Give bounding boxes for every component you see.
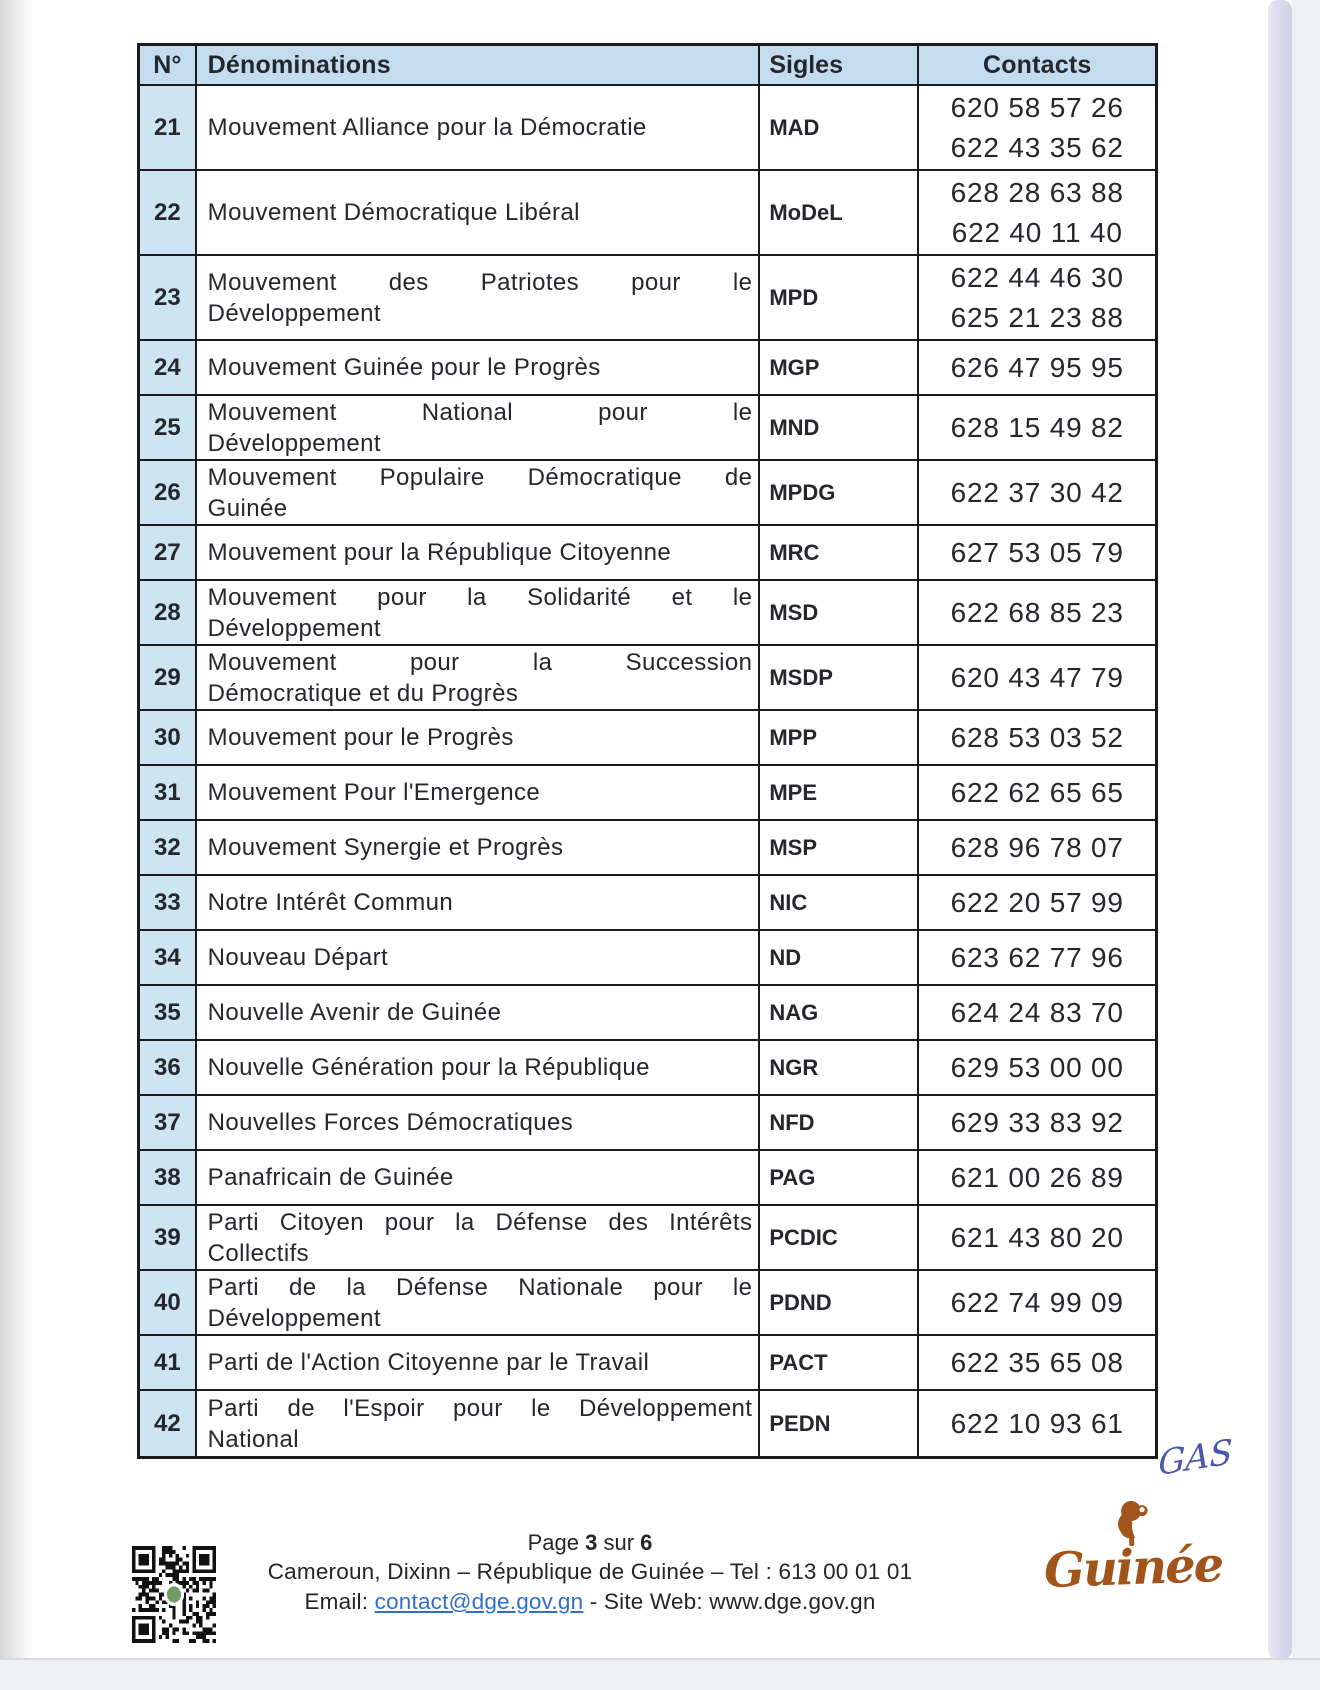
party-acronym: PACT bbox=[760, 1336, 919, 1389]
row-number: 39 bbox=[140, 1206, 197, 1269]
party-name bbox=[197, 256, 761, 339]
party-name-line: Collectifs bbox=[207, 1239, 310, 1267]
photo-background-bottom bbox=[0, 1658, 1320, 1690]
party-acronym: NIC bbox=[760, 876, 919, 929]
phone-number: 622 62 65 65 bbox=[950, 776, 1124, 808]
party-name-line: Mouvement Pour l'Emergence bbox=[207, 779, 541, 806]
party-name-line: Nouvelle Avenir de Guinée bbox=[207, 999, 502, 1026]
party-contacts bbox=[919, 86, 1155, 169]
party-contacts bbox=[919, 526, 1155, 579]
party-name-line: Parti de l'Espoir pour le Développement bbox=[207, 1394, 753, 1422]
party-name-line: Parti de l'Action Citoyenne par le Travail bbox=[207, 1349, 650, 1376]
party-name-line: Mouvement Populaire Démocratique de bbox=[207, 463, 753, 491]
table-row bbox=[140, 766, 1155, 821]
party-name-line: Nouvelles Forces Démocratiques bbox=[207, 1109, 574, 1136]
party-contacts bbox=[919, 931, 1155, 984]
row-number: 33 bbox=[140, 876, 197, 929]
party-contacts bbox=[919, 821, 1155, 874]
table-row bbox=[140, 526, 1155, 581]
party-name bbox=[197, 986, 761, 1039]
party-name bbox=[197, 1391, 761, 1456]
party-name-line: Nouveau Départ bbox=[207, 944, 389, 971]
table-row bbox=[140, 1391, 1155, 1456]
phone-number: 621 00 26 89 bbox=[950, 1161, 1124, 1193]
party-contacts bbox=[919, 1336, 1155, 1389]
party-name-line: Développement bbox=[207, 614, 381, 642]
table-row bbox=[140, 256, 1155, 341]
party-acronym: MPD bbox=[760, 256, 919, 339]
party-acronym: NGR bbox=[760, 1041, 919, 1094]
page-word: Page bbox=[527, 1530, 579, 1555]
party-name-line: Mouvement pour la Succession bbox=[207, 648, 753, 676]
party-name bbox=[197, 1206, 761, 1269]
site-url: www.dge.gov.gn bbox=[709, 1589, 876, 1614]
guinee-logo-text: Guinée bbox=[1043, 1536, 1224, 1600]
party-name bbox=[197, 931, 761, 984]
site-label: - Site Web: bbox=[589, 1589, 703, 1614]
party-name bbox=[197, 1271, 761, 1334]
party-acronym: PEDN bbox=[760, 1391, 919, 1456]
party-contacts bbox=[919, 396, 1155, 459]
party-contacts bbox=[919, 1206, 1155, 1269]
phone-number: 628 96 78 07 bbox=[950, 831, 1124, 863]
party-name-line: Mouvement Guinée pour le Progrès bbox=[207, 354, 601, 381]
row-number: 27 bbox=[140, 526, 197, 579]
party-acronym: MGP bbox=[760, 341, 919, 394]
party-name-line: Mouvement Synergie et Progrès bbox=[207, 834, 564, 861]
party-acronym: MSP bbox=[760, 821, 919, 874]
party-name bbox=[197, 1151, 761, 1204]
party-name-line: Guinée bbox=[207, 494, 288, 522]
phone-number: 626 47 95 95 bbox=[950, 351, 1124, 383]
party-name bbox=[197, 711, 761, 764]
table-row bbox=[140, 1206, 1155, 1271]
table-row bbox=[140, 986, 1155, 1041]
phone-number: 622 44 46 30 bbox=[950, 261, 1124, 293]
row-number: 30 bbox=[140, 711, 197, 764]
party-name bbox=[197, 1096, 761, 1149]
phone-number: 622 40 11 40 bbox=[951, 216, 1123, 248]
table-row bbox=[140, 581, 1155, 646]
party-name bbox=[197, 526, 761, 579]
party-name-line: Parti de la Défense Nationale pour le bbox=[207, 1273, 753, 1301]
party-name bbox=[197, 171, 761, 254]
party-name-line: Panafricain de Guinée bbox=[207, 1164, 454, 1191]
party-contacts bbox=[919, 711, 1155, 764]
party-name bbox=[197, 461, 761, 524]
phone-number: 622 43 35 62 bbox=[950, 131, 1124, 163]
party-name bbox=[197, 766, 761, 819]
row-number: 31 bbox=[140, 766, 197, 819]
party-acronym: ND bbox=[760, 931, 919, 984]
party-name-line: Mouvement pour le Progrès bbox=[207, 724, 514, 751]
row-number: 37 bbox=[140, 1096, 197, 1149]
table-row bbox=[140, 1151, 1155, 1206]
table-row bbox=[140, 1041, 1155, 1096]
party-acronym: PDND bbox=[760, 1271, 919, 1334]
phone-number: 629 53 00 00 bbox=[950, 1051, 1124, 1083]
contact-line bbox=[110, 1587, 1070, 1617]
party-name bbox=[197, 86, 761, 169]
row-number: 32 bbox=[140, 821, 197, 874]
party-acronym: MSDP bbox=[760, 646, 919, 709]
table-row bbox=[140, 1096, 1155, 1151]
party-acronym: MoDeL bbox=[760, 171, 919, 254]
party-contacts bbox=[919, 1041, 1155, 1094]
table-row bbox=[140, 396, 1155, 461]
party-contacts bbox=[919, 876, 1155, 929]
party-name-line: Développement bbox=[207, 429, 381, 457]
phone-number: 621 43 80 20 bbox=[950, 1221, 1124, 1253]
table-row bbox=[140, 876, 1155, 931]
party-name bbox=[197, 821, 761, 874]
phone-number: 627 53 05 79 bbox=[950, 536, 1124, 568]
header-contacts: Contacts bbox=[919, 46, 1155, 84]
header-num: N° bbox=[140, 46, 197, 84]
table-row bbox=[140, 171, 1155, 256]
party-name-line: Démocratique et du Progrès bbox=[207, 679, 519, 707]
party-name bbox=[197, 1041, 761, 1094]
party-contacts bbox=[919, 1271, 1155, 1334]
party-contacts bbox=[919, 1151, 1155, 1204]
handwritten-signature: GAS bbox=[1158, 1431, 1233, 1485]
party-name-line: Mouvement pour la République Citoyenne bbox=[207, 539, 672, 566]
email-link[interactable]: contact@dge.gov.gn bbox=[374, 1589, 584, 1614]
party-acronym: MPDG bbox=[760, 461, 919, 524]
table-header-row bbox=[140, 46, 1155, 86]
party-contacts bbox=[919, 581, 1155, 644]
page-total: 6 bbox=[640, 1530, 653, 1555]
phone-number: 622 35 65 08 bbox=[950, 1346, 1124, 1378]
row-number: 24 bbox=[140, 341, 197, 394]
row-number: 28 bbox=[140, 581, 197, 644]
page-left-edge bbox=[0, 0, 32, 1690]
party-acronym: MSD bbox=[760, 581, 919, 644]
phone-number: 628 53 03 52 bbox=[950, 721, 1124, 753]
guinee-logo bbox=[1036, 1495, 1231, 1637]
phone-number: 623 62 77 96 bbox=[950, 941, 1124, 973]
row-number: 23 bbox=[140, 256, 197, 339]
row-number: 25 bbox=[140, 396, 197, 459]
row-number: 29 bbox=[140, 646, 197, 709]
row-number: 40 bbox=[140, 1271, 197, 1334]
page-of: sur bbox=[603, 1530, 635, 1555]
party-name bbox=[197, 1336, 761, 1389]
party-name-line: Développement bbox=[207, 299, 381, 327]
party-contacts bbox=[919, 986, 1155, 1039]
party-acronym: MPP bbox=[760, 711, 919, 764]
table-row bbox=[140, 1271, 1155, 1336]
photo-background-right bbox=[1292, 0, 1320, 1690]
table-row bbox=[140, 711, 1155, 766]
row-number: 34 bbox=[140, 931, 197, 984]
table-row bbox=[140, 86, 1155, 171]
party-name-line: Mouvement pour la Solidarité et le bbox=[207, 583, 753, 611]
parties-table bbox=[137, 43, 1158, 1459]
row-number: 38 bbox=[140, 1151, 197, 1204]
row-number: 42 bbox=[140, 1391, 197, 1456]
phone-number: 628 28 63 88 bbox=[950, 176, 1124, 208]
party-name bbox=[197, 341, 761, 394]
phone-number: 625 21 23 88 bbox=[950, 301, 1124, 333]
page-indicator bbox=[110, 1528, 1070, 1557]
address-line: Cameroun, Dixinn – République de Guinée – Tel : 613 00 01 01 bbox=[267, 1559, 913, 1584]
phone-number: 624 24 83 70 bbox=[950, 996, 1124, 1028]
party-name bbox=[197, 876, 761, 929]
party-name-line: Nouvelle Génération pour la République bbox=[207, 1054, 650, 1081]
party-acronym: NFD bbox=[760, 1096, 919, 1149]
party-name bbox=[197, 396, 761, 459]
phone-number: 628 15 49 82 bbox=[950, 411, 1124, 443]
page-number: 3 bbox=[585, 1530, 598, 1555]
phone-number: 620 43 47 79 bbox=[950, 661, 1124, 693]
row-number: 22 bbox=[140, 171, 197, 254]
phone-number: 622 37 30 42 bbox=[950, 476, 1124, 508]
phone-number: 620 58 57 26 bbox=[950, 91, 1124, 123]
page-right-edge-strip bbox=[1268, 0, 1292, 1660]
party-acronym: MRC bbox=[760, 526, 919, 579]
party-name-line: National bbox=[207, 1425, 299, 1453]
row-number: 26 bbox=[140, 461, 197, 524]
row-number: 41 bbox=[140, 1336, 197, 1389]
party-name bbox=[197, 581, 761, 644]
phone-number: 622 74 99 09 bbox=[950, 1286, 1124, 1318]
table-row bbox=[140, 1336, 1155, 1391]
party-name-line: Développement bbox=[207, 1304, 381, 1332]
party-contacts bbox=[919, 461, 1155, 524]
row-number: 36 bbox=[140, 1041, 197, 1094]
row-number: 35 bbox=[140, 986, 197, 1039]
party-acronym: PCDIC bbox=[760, 1206, 919, 1269]
party-name-line: Parti Citoyen pour la Défense des Intérêts bbox=[207, 1208, 753, 1236]
party-acronym: MND bbox=[760, 396, 919, 459]
party-name bbox=[197, 646, 761, 709]
phone-number: 629 33 83 92 bbox=[950, 1106, 1124, 1138]
party-name-line: Mouvement Alliance pour la Démocratie bbox=[207, 114, 647, 141]
party-acronym: PAG bbox=[760, 1151, 919, 1204]
party-name-line: Notre Intérêt Commun bbox=[207, 889, 454, 916]
party-acronym: NAG bbox=[760, 986, 919, 1039]
party-acronym: MAD bbox=[760, 86, 919, 169]
party-acronym: MPE bbox=[760, 766, 919, 819]
table-row bbox=[140, 821, 1155, 876]
party-name-line: Mouvement des Patriotes pour le bbox=[207, 268, 753, 296]
table-body bbox=[140, 86, 1155, 1456]
party-contacts bbox=[919, 1096, 1155, 1149]
phone-number: 622 20 57 99 bbox=[950, 886, 1124, 918]
party-contacts bbox=[919, 341, 1155, 394]
page-footer bbox=[110, 1528, 1070, 1617]
table-row bbox=[140, 646, 1155, 711]
phone-number: 622 68 85 23 bbox=[950, 596, 1124, 628]
party-contacts bbox=[919, 256, 1155, 339]
party-contacts bbox=[919, 171, 1155, 254]
party-contacts bbox=[919, 646, 1155, 709]
row-number: 21 bbox=[140, 86, 197, 169]
email-label: Email: bbox=[304, 1589, 369, 1614]
party-name-line: Mouvement National pour le bbox=[207, 398, 753, 426]
phone-number: 622 10 93 61 bbox=[950, 1407, 1124, 1439]
table-row bbox=[140, 461, 1155, 526]
table-row bbox=[140, 931, 1155, 986]
party-contacts bbox=[919, 1391, 1155, 1456]
party-contacts bbox=[919, 766, 1155, 819]
header-sigles: Sigles bbox=[760, 46, 919, 84]
table-row bbox=[140, 341, 1155, 396]
party-name-line: Mouvement Démocratique Libéral bbox=[207, 199, 580, 226]
header-denominations: Dénominations bbox=[197, 46, 761, 84]
